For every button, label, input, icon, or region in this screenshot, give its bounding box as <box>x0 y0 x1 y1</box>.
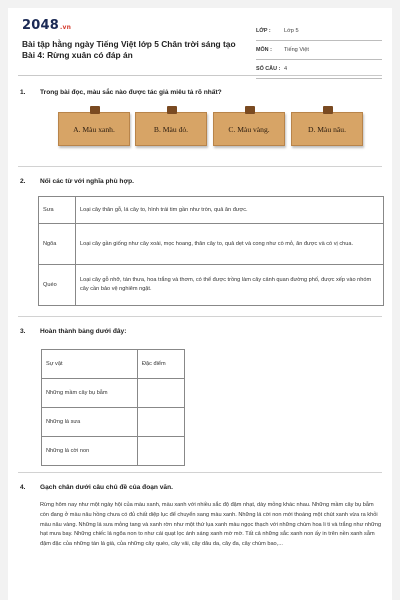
meta-label: SỐ CÂU : <box>256 66 281 72</box>
pin-icon <box>90 106 100 114</box>
item-cell: Những lá cời non <box>42 437 138 466</box>
logo-text: 2048 <box>22 18 59 33</box>
answer-cell[interactable] <box>138 437 185 466</box>
question-prompt: Trong bài đọc, màu sắc nào được tác giả miêu tả rõ nhất? <box>40 89 222 96</box>
answer-options <box>18 104 382 162</box>
page-title: Bài tập hằng ngày Tiếng Việt lớp 5 Chân trời sáng tạo Bài 4: Rừng xuân có đáp án <box>22 39 236 60</box>
question-1 <box>20 89 222 96</box>
question-2 <box>20 178 134 185</box>
meaning-cell: Loại cây gần giống như cây xoài, mọc hoang, thân cây to, quả dẹt và cong như cò mỏ, ăn được và có vị chua. <box>76 224 384 265</box>
section-divider <box>18 316 382 317</box>
pin-icon <box>245 106 255 114</box>
fill-table <box>41 349 185 466</box>
option-c[interactable] <box>213 112 285 146</box>
option-label: D. Màu nâu. <box>308 125 346 134</box>
table-row <box>39 265 384 306</box>
worksheet-page <box>8 8 392 600</box>
term-cell: Ngõa <box>39 224 76 265</box>
question-prompt: Hoàn thành bảng dưới đây: <box>40 328 127 335</box>
site-logo[interactable] <box>22 18 71 33</box>
header-divider <box>18 75 382 76</box>
pin-icon <box>167 106 177 114</box>
meta-row-subject <box>256 41 382 60</box>
question-3 <box>20 328 126 335</box>
table-row <box>42 437 185 466</box>
answer-cell[interactable] <box>138 379 185 408</box>
column-header: Sự vật <box>42 350 138 379</box>
meta-value: Tiếng Việt <box>284 47 309 53</box>
meta-label: MÔN : <box>256 47 272 53</box>
meta-row-class <box>256 22 382 41</box>
table-header-row <box>42 350 185 379</box>
logo-suffix: .vn <box>59 24 72 31</box>
table-row <box>42 408 185 437</box>
question-prompt: Nối các từ với nghĩa phù hợp. <box>40 178 135 185</box>
option-b[interactable] <box>135 112 207 146</box>
section-divider <box>18 472 382 473</box>
meta-row-count <box>256 60 382 79</box>
question-4 <box>20 484 173 491</box>
option-label: B. Màu đỏ. <box>153 125 189 134</box>
answer-cell[interactable] <box>138 408 185 437</box>
pin-icon <box>323 106 333 114</box>
meta-info <box>256 22 382 79</box>
item-cell: Những mầm cây bụ bẫm <box>42 379 138 408</box>
table-row <box>42 379 185 408</box>
term-cell: Sưa <box>39 197 76 224</box>
term-cell: Quéo <box>39 265 76 306</box>
matching-table <box>38 196 384 306</box>
question-number: 4. <box>20 484 26 491</box>
question-number: 1. <box>20 89 26 96</box>
option-a[interactable] <box>58 112 130 146</box>
item-cell: Những lá sưa <box>42 408 138 437</box>
option-label: C. Màu vàng. <box>228 125 270 134</box>
meta-label: LỚP : <box>256 28 271 34</box>
section-divider <box>18 166 382 167</box>
option-d[interactable] <box>291 112 363 146</box>
meta-value: 4 <box>284 66 288 72</box>
column-header: Đặc điểm <box>138 350 185 379</box>
meta-value: Lớp 5 <box>284 28 299 34</box>
option-label: A. Màu xanh. <box>73 125 115 134</box>
question-number: 2. <box>20 178 26 185</box>
table-row <box>39 224 384 265</box>
meaning-cell: Loại cây gỗ nhỡ, tán thưa, hoa trắng và thơm, có thể được trồng làm cây cảnh quan đường phố, được xếp vào nhóm cây cần bảo vệ nghiêm ngặt. <box>76 265 384 306</box>
question-prompt: Gạch chân dưới câu chủ đề của đoạn văn. <box>40 484 173 491</box>
table-row <box>39 197 384 224</box>
meaning-cell: Loại cây thân gỗ, lá cây to, hình trái tim gần như tròn, quả ăn được. <box>76 197 384 224</box>
question-number: 3. <box>20 328 26 335</box>
reading-passage: Rừng hôm nay như một ngày hội của màu xanh, màu xanh với nhiều sắc độ đậm nhạt, dày mỏng khác nhau. Những mầm cây bụ bẫm còn đang ở màu nâu hồng chưa có đủ chất diệp lục để chuyển sang màu xanh. Những lá cời non mới thoáng một chút xanh vừa ra khỏi màu nâu vàng. Những lá sưa mỏng tang và xanh rờn như một thứ lụa xanh màu ngọc thạch với những chùm hoa li ti và trắng như những hạt mưa bay. Những chiếc lá ngõa non to như cái quạt lọc ánh sáng xanh mờ mờ. Tất cả những sắc xanh non ấy in trên nền xanh sẫm đậm đặc của những tán lá già, của những cây quéo, cây vải, cây dâu da, cây đa, cây chùm bao,... <box>40 502 382 548</box>
